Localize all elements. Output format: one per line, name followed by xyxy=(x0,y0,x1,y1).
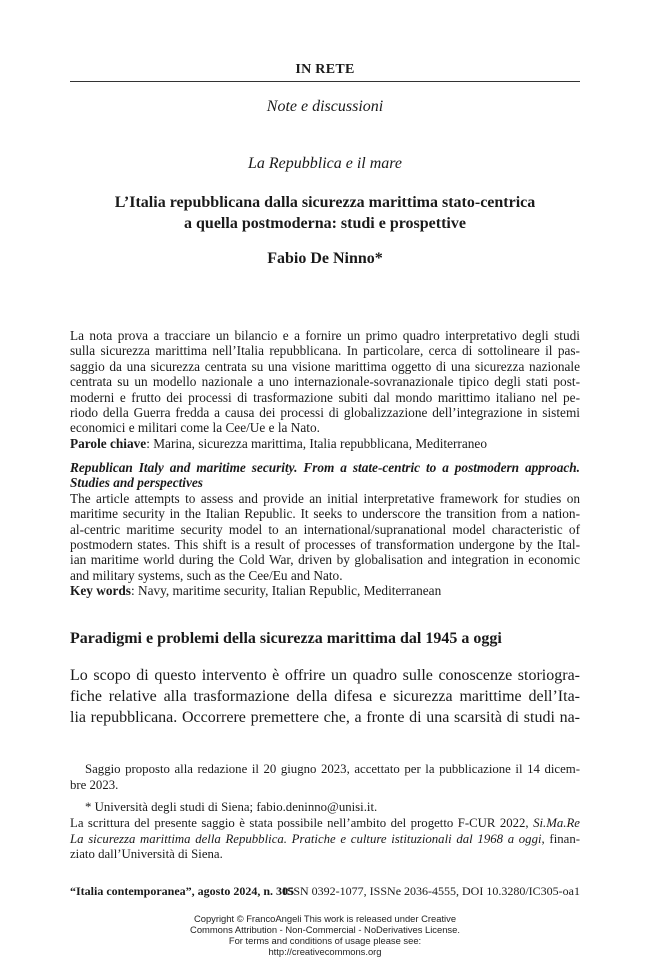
abstract-line: sulla sicurezza marittima nell’Italia repubblicana. In particolare, cerca di sottolineare il pas- xyxy=(70,343,580,359)
series-title: La Repubblica e il mare xyxy=(247,155,403,172)
footnote-line: Saggio proposto alla redazione il 20 giugno 2023, accettato per la pubblicazione il 14 dicem- xyxy=(85,762,580,776)
article-title-line: a quella postmoderna: studi e prospettive xyxy=(184,215,466,232)
abstract-line: saggio da una sicurezza centrata su una visione marittima oggetto di una sicurezza nazionale xyxy=(70,358,580,374)
english-title-line: Republican Italy and maritime security. From a state-centric to a postmodern approach. xyxy=(70,460,580,475)
footnote-line: * Università degli studi di Siena; fabio.deninno@unisi.it. xyxy=(85,800,378,814)
keywords-italian xyxy=(70,436,580,451)
keywords-label: Key words xyxy=(70,583,131,599)
rubric: Note e discussioni xyxy=(266,98,384,115)
footnote-line: bre 2023. xyxy=(70,777,119,792)
abstract-line: riodo della Guerra fredda a causa dei processi di globalizzazione dell’integrazione in sistemi xyxy=(70,405,580,421)
license-line: Commons Attribution - Non-Commercial - NoDerivatives License. xyxy=(190,924,460,935)
article-title xyxy=(0,192,650,234)
body-line: lia repubblicana. Occorrere premettere che, a fronte di una scarsità di studi na- xyxy=(70,709,580,726)
footnote-line xyxy=(70,832,580,848)
abstract-italian xyxy=(70,328,580,451)
footnote-affiliation xyxy=(70,800,580,816)
body-line: fiche relative alla trasformazione della difesa e sicurezza marittime dell’Ita- xyxy=(70,688,580,705)
abstract-line: ian maritime world during the Cold War, driven by globalisation and integration in economic xyxy=(70,552,580,568)
abstract-line: maritime security in the Italian Republic. It seeks to underscore the transition from a nation- xyxy=(70,506,580,522)
abstract-line: La nota prova a tracciare un bilancio e a fornire un primo quadro interpretativo degli studi xyxy=(70,328,580,343)
abstract-line: The article attempts to assess and provide an initial interpretative framework for studies on xyxy=(70,490,580,506)
abstract-line: postmodern states. This shift is a result of processes of transformation undergone by the Ital- xyxy=(70,537,580,553)
keywords-english xyxy=(70,583,580,598)
license-notice xyxy=(0,913,650,957)
abstract-line: moderni e frutto dei processi di trasformazione subiti dal mondo marittimo italiano nel pe- xyxy=(70,389,580,405)
abstract-line: and military systems, such as the Cee/Eu and Nato. xyxy=(70,567,343,583)
body-line: Lo scopo di questo intervento è offrire un quadro sulle conoscenze storiogra- xyxy=(70,667,580,684)
footnote-funding xyxy=(70,816,580,863)
funding-project-title: La sicurezza marittima della Repubblica. Pratiche e culture istituzionali dal 1968 a oggi xyxy=(70,831,542,846)
funding-project: Si.Ma.Re xyxy=(533,816,580,830)
funding-text: , finan- xyxy=(541,831,580,846)
article-title-line: L’Italia repubblicana dalla sicurezza marittima stato-centrica xyxy=(114,194,536,211)
journal-identifiers: ISSN 0392-1077, ISSNe 2036-4555, DOI 10.3280/IC305-oa1 xyxy=(282,884,580,898)
abstract-line: al-centric maritime security model to an international/supranational model characteristic of xyxy=(70,521,580,537)
license-line: Copyright © FrancoAngeli This work is released under Creative xyxy=(193,913,457,924)
abstract-line: centrata su un modello nazionale a uno internazionale-sovranazionale tipico degli stati post- xyxy=(70,374,580,390)
journal-citation: “Italia contemporanea”, agosto 2024, n. 305 xyxy=(70,884,294,898)
license-line: For terms and conditions of usage please see: xyxy=(228,935,422,946)
header-rule xyxy=(70,81,580,82)
keywords-list: : Marina, sicurezza marittima, Italia repubblicana, Mediterraneo xyxy=(146,435,487,451)
abstract-english xyxy=(70,460,580,599)
section-heading: Paradigmi e problemi della sicurezza marittima dal 1945 a oggi xyxy=(70,630,502,647)
keywords-list: : Navy, maritime security, Italian Republic, Mediterranean xyxy=(130,583,442,599)
section-header: IN RETE xyxy=(295,62,355,77)
footnote-line: ziato dall’Università di Siena. xyxy=(70,847,223,862)
footnote-line xyxy=(70,816,580,832)
footnote-received xyxy=(70,762,580,793)
abstract-line: economici e militari come la Cee/Ue e la Nato. xyxy=(70,420,320,436)
license-link[interactable]: http://creativecommons.org xyxy=(268,946,382,957)
funding-text: La scrittura del presente saggio è stata possibile nell’ambito del progetto F-CUR 2022, xyxy=(70,816,534,830)
english-title-line: Studies and perspectives xyxy=(70,475,203,491)
keywords-label: Parole chiave xyxy=(70,435,147,451)
body-paragraph xyxy=(70,665,580,728)
article-author: Fabio De Ninno* xyxy=(267,250,383,267)
